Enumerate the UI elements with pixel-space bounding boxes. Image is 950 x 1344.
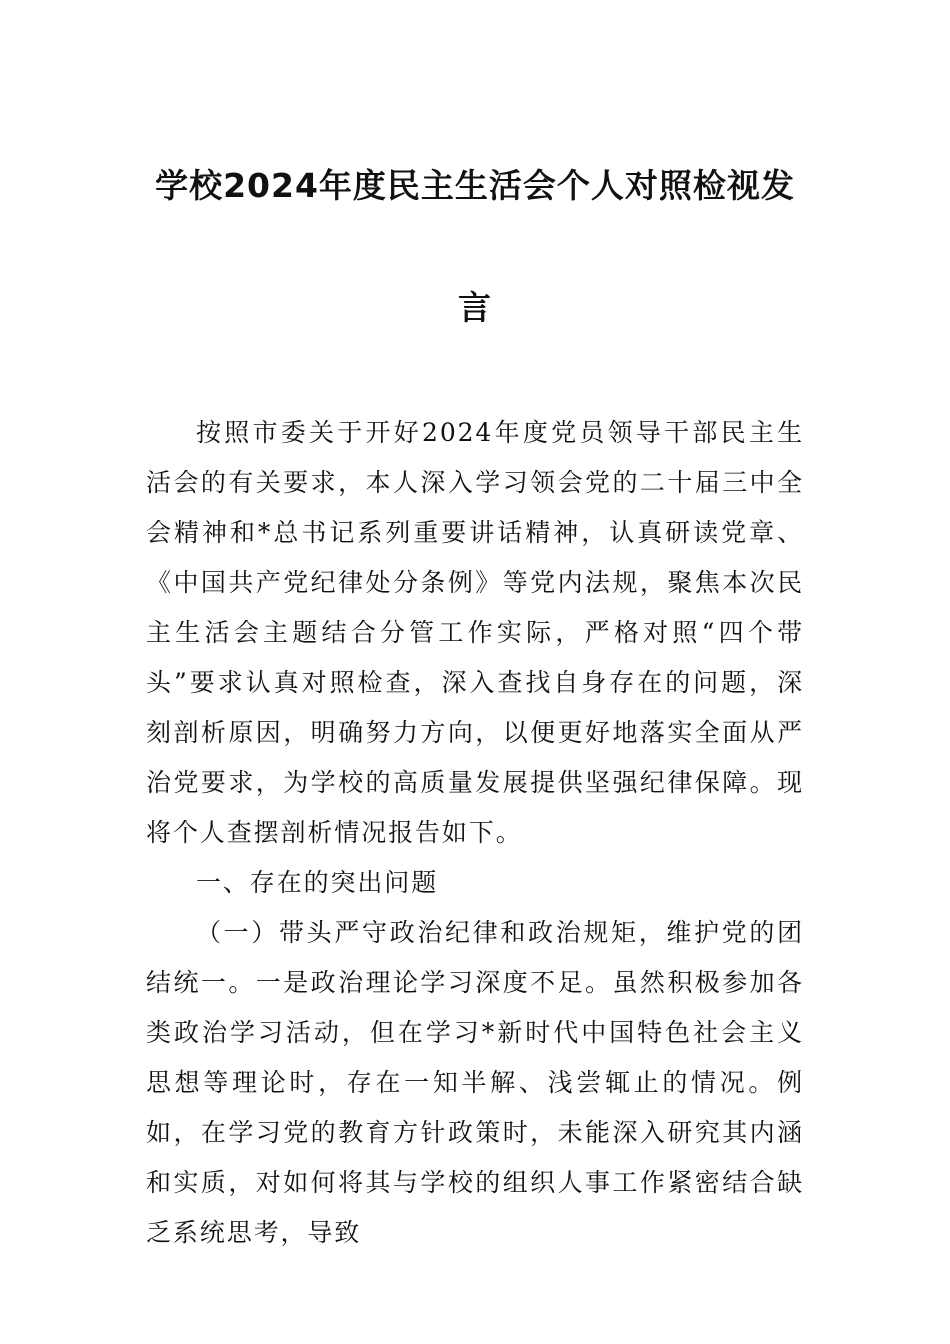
document-title-line-1: 学校2024年度民主生活会个人对照检视发	[155, 166, 795, 205]
document-body	[146, 408, 804, 1258]
document-title-line-2: 言	[458, 288, 492, 327]
section-heading: 一、存在的突出问题	[196, 868, 439, 897]
subsection-paragraph: （一）带头严守政治纪律和政治规矩，维护党的团结统一。一是政治理论学习深度不足。虽然积极参加各类政治学习活动，但在学习*新时代中国特色社会主义思想等理论时，存在一知半解、浅尝辄止的情况。例如，在学习党的教育方针政策时，未能深入研究其内涵和实质，对如何将其与学校的组织人事工作紧密结合缺乏系统思考，导致	[146, 918, 804, 1247]
intro-paragraph: 按照市委关于开好2024年度党员领导干部民主生活会的有关要求，本人深入学习领会党的二十届三中全会精神和*总书记系列重要讲话精神，认真研读党章、《中国共产党纪律处分条例》等党内法规，聚焦本次民主生活会主题结合分管工作实际，严格对照“四个带头”要求认真对照检查，深入查找自身存在的问题，深刻剖析原因，明确努力方向，以便更好地落实全面从严治党要求，为学校的高质量发展提供坚强纪律保障。现将个人查摆剖析情况报告如下。	[146, 418, 804, 847]
